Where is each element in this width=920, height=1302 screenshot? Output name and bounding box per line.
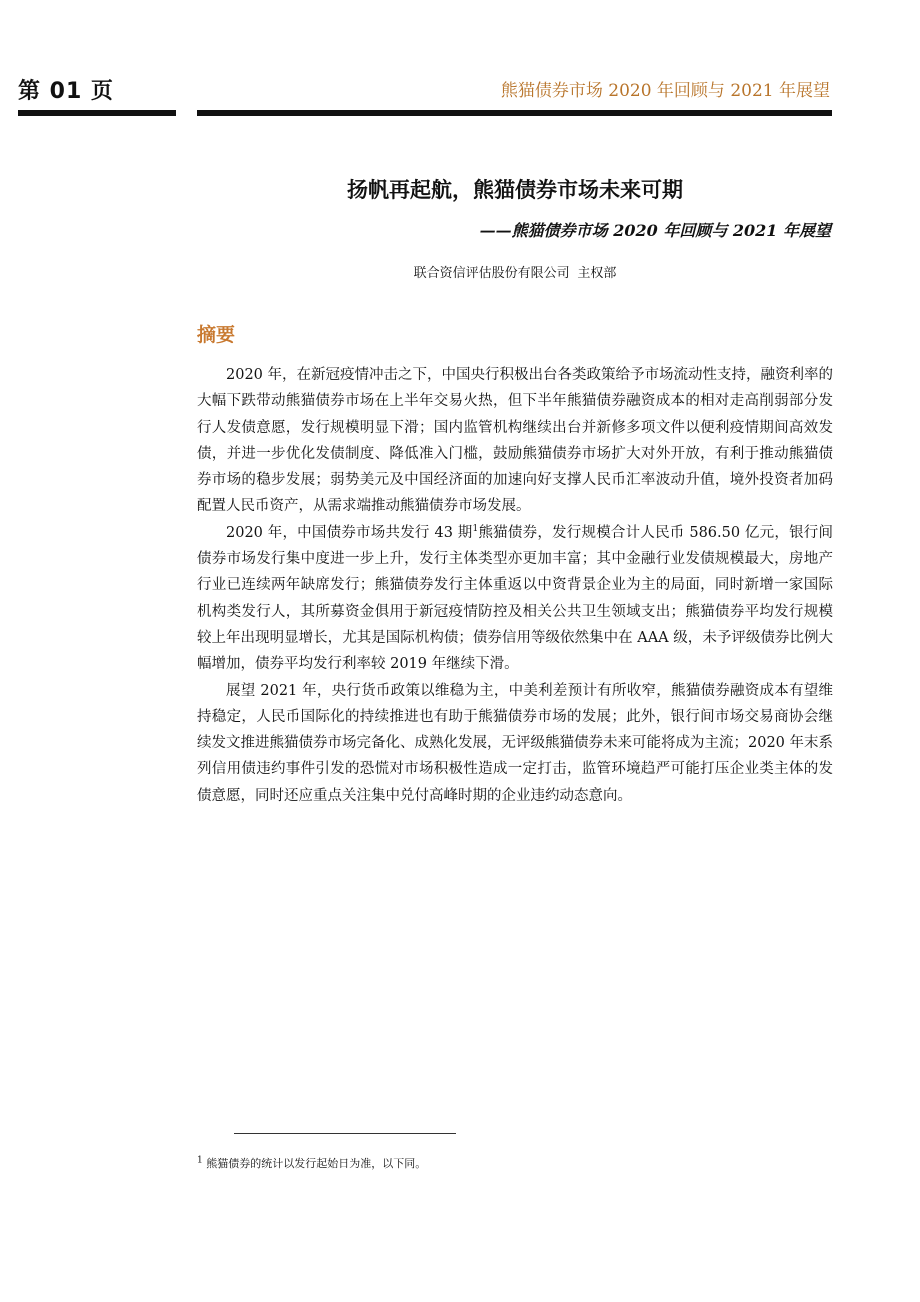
article-subtitle: ——熊猫债券市场 2020 年回顾与 2021 年展望 [479,221,831,240]
abstract-body [197,362,833,809]
header-rule-right [197,110,832,116]
abstract-paragraph-1: 2020 年，在新冠疫情冲击之下，中国央行积极出台各类政策给予市场流动性支持，融资利率的大幅下跌带动熊猫债券市场在上半年交易火热，但下半年熊猫债券融资成本的相对走高削弱部分发行人发债意愿，发行规模明显下滑；国内监管机构继续出台并新修多项文件以便利疫情期间高效发债，并进一步优化发债制度、降低准入门槛，鼓励熊猫债券市场扩大对外开放，有利于推动熊猫债券市场的稳步发展；弱势美元及中国经济面的加速向好支撑人民币汇率波动升值，境外投资者加码配置人民币资产，从需求端推动熊猫债券市场发展。 [197,367,834,515]
footnote-marker: 1 [197,1155,203,1166]
page-number: 第 01 页 [18,79,114,104]
footnote-reference[interactable]: 1 [472,523,479,534]
footnote-divider [234,1133,456,1134]
abstract-paragraph-2 [197,520,833,678]
footnote [197,1155,426,1171]
paragraph-2-rest: 熊猫债券，发行规模合计人民币 586.50 亿元，银行间债券市场发行集中度进一步上升，发行主体类型亦更加丰富；其中金融行业发债规模最大，房地产行业已连续两年缺席发行；熊猫债券发行主体重返以中资背景企业为主的局面，同时新增一家国际机构类发行人，其所募资金俱用于新冠疫情防控及相关公共卫生领域支出；熊猫债券平均发行规模较上年出现明显增长，尤其是国际机构债；债券信用等级依然集中在 AAA 级，未予评级债券比例大幅增加，债券平均发行利率较 2019 年继续下滑。 [197,524,834,673]
article-author: 联合资信评估股份有限公司 主权部 [413,266,617,281]
abstract-paragraph-3: 展望 2021 年，央行货币政策以维稳为主，中美利差预计有所收窄，熊猫债券融资成本有望维持稳定，人民币国际化的持续推进也有助于熊猫债券市场的发展；此外，银行间市场交易商协会继续发文推进熊猫债券市场完备化、成熟化发展，无评级熊猫债券未来可能将成为主流；2020 年末系列信用债违约事件引发的恐慌对市场积极性造成一定打击，监管环境趋严可能打压企业类主体的发债意愿，同时还应重点关注集中兑付高峰时期的企业违约动态意向。 [197,682,834,804]
paragraph-2-lead: 2020 年，中国债券市场共发行 43 期 [226,524,473,541]
abstract-heading: 摘要 [197,324,236,346]
running-header-title: 熊猫债券市场 2020 年回顾与 2021 年展望 [500,81,830,101]
header-rule-left [18,110,176,116]
article-title: 扬帆再起航，熊猫债券市场未来可期 [347,178,683,202]
footnote-text: 熊猫债券的统计以发行起始日为准，以下同。 [206,1157,427,1170]
